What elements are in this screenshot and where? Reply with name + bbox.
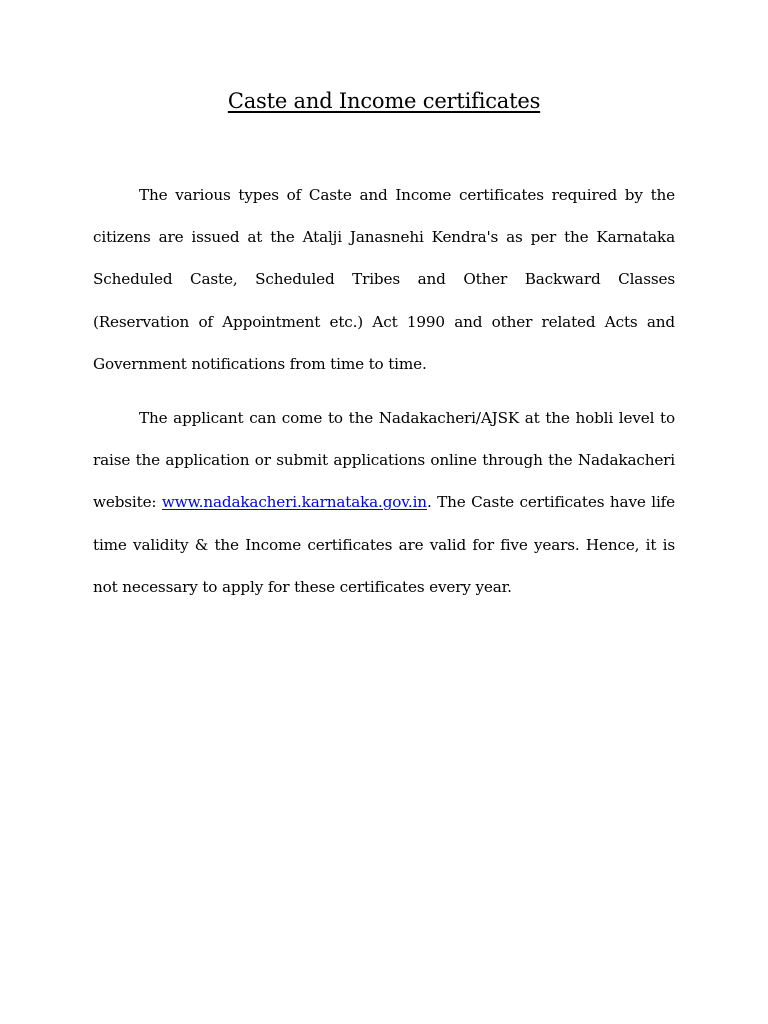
paragraph-text-after-link: . The Caste certificates have life time validity & the Income certificates are valid for five years. Hence, it is not necessary to apply for these certificates every year. <box>93 493 675 596</box>
page-title-text: Caste and Income certificates <box>227 89 541 113</box>
paragraph-application-process <box>93 397 675 608</box>
document-body <box>93 174 675 608</box>
paragraph-caste-income-intro: The various types of Caste and Income certificates required by the citizens are issued at the Atalji Janasnehi Kendra's as per the Karnataka Scheduled Caste, Scheduled Tribes and Other Backward Classes (Reservation of Appointment etc.) Act 1990 and other related Acts and Government notifications from time to time. <box>93 186 675 373</box>
page-title <box>0 86 768 116</box>
nadakacheri-website-link[interactable]: www.nadakacheri.karnataka.gov.in <box>161 493 427 512</box>
paragraph-text-before-link: The applicant can come to the Nadakacheri/AJSK at the hobli level to raise the application or submit applications online through the Nadakacheri website: <box>93 409 675 512</box>
